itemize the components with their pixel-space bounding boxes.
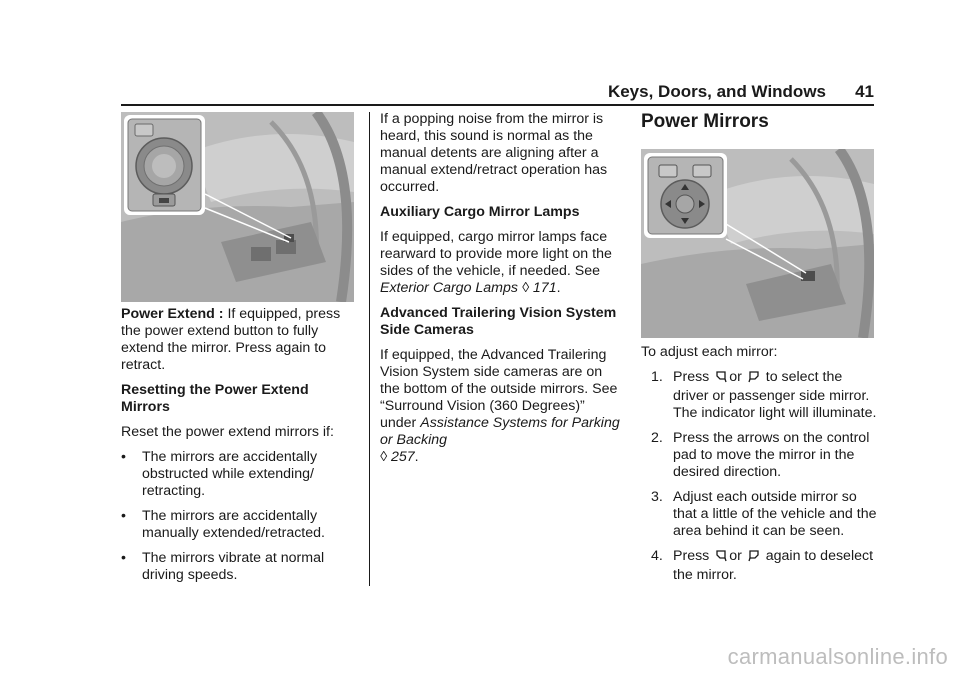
watermark: carmanualsonline.info xyxy=(727,644,948,669)
page-ref-arrow-icon: ◊ xyxy=(380,449,388,465)
page-ref-arrow-icon: ◊ xyxy=(521,280,529,296)
column-2 xyxy=(380,111,620,474)
bullet: • xyxy=(121,550,126,566)
door-panel-image xyxy=(121,112,354,302)
list-item xyxy=(121,449,356,500)
bullet-text: The mirrors are accidentally manually extended/retracted. xyxy=(142,508,325,541)
trailering-end: . xyxy=(414,449,419,465)
exterior-cargo-lamps-link[interactable] xyxy=(380,280,557,296)
trailering-xref-text: Assistance Systems for Parking or Backing xyxy=(380,415,620,448)
list-item xyxy=(641,369,881,422)
trailering-xref-page: 257 xyxy=(387,449,415,465)
step-text: Adjust each outside mirror so that a little of the vehicle and the area behind it can be seen. xyxy=(673,489,877,539)
cargo-lamps-heading: Auxiliary Cargo Mirror Lamps xyxy=(380,204,580,220)
page-number: 41 xyxy=(855,82,874,101)
list-item xyxy=(641,430,881,481)
bullet-text: The mirrors are accidentally obstructed while extending/ retracting. xyxy=(142,449,318,499)
list-item xyxy=(641,548,881,584)
power-extend-text: If equipped, press the power extend button to fully extend the mirror. Press again to retract. xyxy=(121,306,341,373)
step-or: or xyxy=(729,369,742,385)
power-extend-label: Power Extend : xyxy=(121,306,224,322)
column-1 xyxy=(121,306,356,592)
adjust-steps xyxy=(641,369,881,584)
step-number: 4. xyxy=(651,548,663,564)
list-item xyxy=(641,489,881,540)
mirror-control-illustration xyxy=(641,149,874,338)
cargo-end: . xyxy=(556,280,561,296)
right-mirror-icon xyxy=(748,549,760,567)
step-text: again to deselect the mirror. xyxy=(673,548,874,583)
list-item xyxy=(121,508,356,542)
bullet-text: The mirrors vibrate at normal driving speeds. xyxy=(142,550,325,583)
reset-heading: Resetting the Power Extend Mirrors xyxy=(121,382,309,415)
popping-noise-paragraph: If a popping noise from the mirror is heard, this sound is normal as the manual detents are aligning after a manual extend/retract operation has occurred. xyxy=(380,111,608,195)
left-mirror-icon xyxy=(715,370,727,388)
step-number: 2. xyxy=(651,430,663,446)
cargo-lamps-paragraph xyxy=(380,229,620,297)
trailering-text: If equipped, the Advanced Trailering Vision System side cameras are on the bottom of the outside mirrors. See “Surround Vision (360 Degrees)” under xyxy=(380,347,618,431)
section-title: Keys, Doors, and Windows xyxy=(607,82,826,101)
bullet: • xyxy=(121,449,126,465)
adjust-intro: To adjust each mirror: xyxy=(641,344,778,360)
bullet: • xyxy=(121,508,126,524)
reset-bullets xyxy=(121,449,356,584)
column-divider xyxy=(369,112,370,586)
cargo-xref-page: 171 xyxy=(528,280,557,296)
step-number: 3. xyxy=(651,489,663,505)
right-mirror-icon xyxy=(748,370,760,388)
step-text: Press xyxy=(673,548,710,564)
mirror-control-image xyxy=(641,149,874,338)
column-3 xyxy=(641,344,881,592)
cargo-lamps-text: If equipped, cargo mirror lamps face rearward to provide more light on the sides of the vehicle, if needed. See xyxy=(380,229,612,279)
header-rule xyxy=(121,104,874,106)
step-text: to select the driver or passenger side mirror. The indicator light will illuminate. xyxy=(673,369,877,421)
list-item xyxy=(121,550,356,584)
left-mirror-icon xyxy=(715,549,727,567)
cargo-xref-text: Exterior Cargo Lamps xyxy=(380,280,518,296)
power-mirrors-title: Power Mirrors xyxy=(641,111,769,132)
step-or: or xyxy=(729,548,742,564)
step-number: 1. xyxy=(651,369,663,385)
step-text: Press xyxy=(673,369,710,385)
trailering-paragraph xyxy=(380,347,620,466)
trailering-heading: Advanced Trailering Vision System Side Cameras xyxy=(380,305,617,338)
power-extend-paragraph xyxy=(121,306,356,374)
power-extend-button-illustration xyxy=(121,112,354,302)
reset-intro: Reset the power extend mirrors if: xyxy=(121,424,334,440)
page-header xyxy=(590,82,874,102)
step-text: Press the arrows on the control pad to move the mirror in the desired direction. xyxy=(673,430,870,480)
